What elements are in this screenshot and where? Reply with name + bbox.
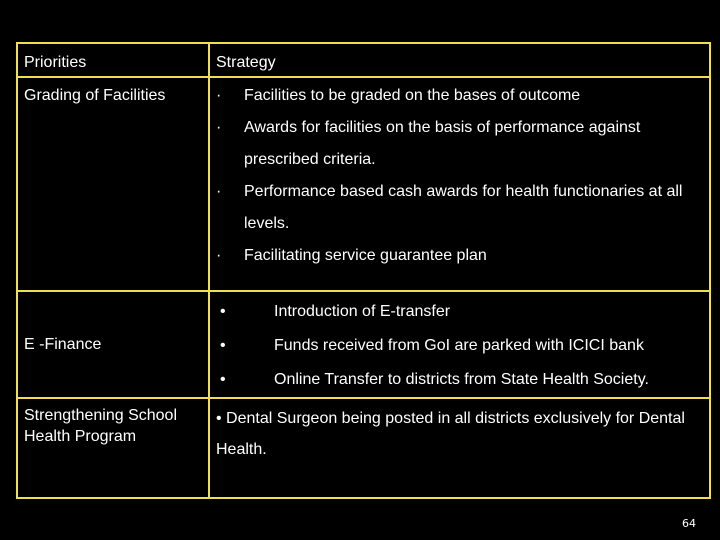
list-item: · Awards for facilities on the basis of performance against prescribed criteria. [210,112,709,176]
grading-list [210,78,709,272]
school-health-text: • Dental Surgeon being posted in all districts exclusively for Dental Health. [216,410,685,458]
list-item: • Online Transfer to districts from State Health Society. [210,363,709,397]
bullet-icon: · [216,247,222,264]
bullet-icon: • [220,371,226,388]
priority-grading: Grading of Facilities [24,87,166,104]
efinance-list [210,292,709,397]
priority-cell-school-health [17,398,209,498]
priority-cell-efinance [17,291,209,398]
priority-school-health: Strengthening School Health Program [24,407,177,445]
list-item: · Facilities to be graded on the bases of outcome [210,80,709,112]
table-row-efinance [17,291,710,398]
bullet-icon: · [216,87,222,104]
table-row-school-health [17,398,710,498]
bullet-icon: · [216,183,222,200]
bullet-icon: • [220,303,226,320]
priority-cell-grading [17,77,209,291]
header-priorities-cell [17,43,209,77]
header-strategy-cell [209,43,710,77]
strategy-cell-efinance [209,291,710,398]
page-number: 64 [682,517,696,530]
bullet-icon: · [216,119,222,136]
strategy-cell-school-health [209,398,710,498]
table-header-row [17,43,710,77]
list-item: • Funds received from GoI are parked with ICICI bank [210,329,709,363]
list-item: · Facilitating service guarantee plan [210,240,709,272]
table-row-grading [17,77,710,291]
list-item: · Performance based cash awards for health functionaries at all levels. [210,176,709,240]
priorities-strategy-table [16,42,711,499]
header-strategy: Strategy [216,54,276,71]
bullet-icon: • [220,337,226,354]
header-priorities: Priorities [24,54,87,71]
list-item: • Introduction of E-transfer [210,295,709,329]
priority-efinance: E -Finance [24,335,102,353]
strategy-cell-grading [209,77,710,291]
